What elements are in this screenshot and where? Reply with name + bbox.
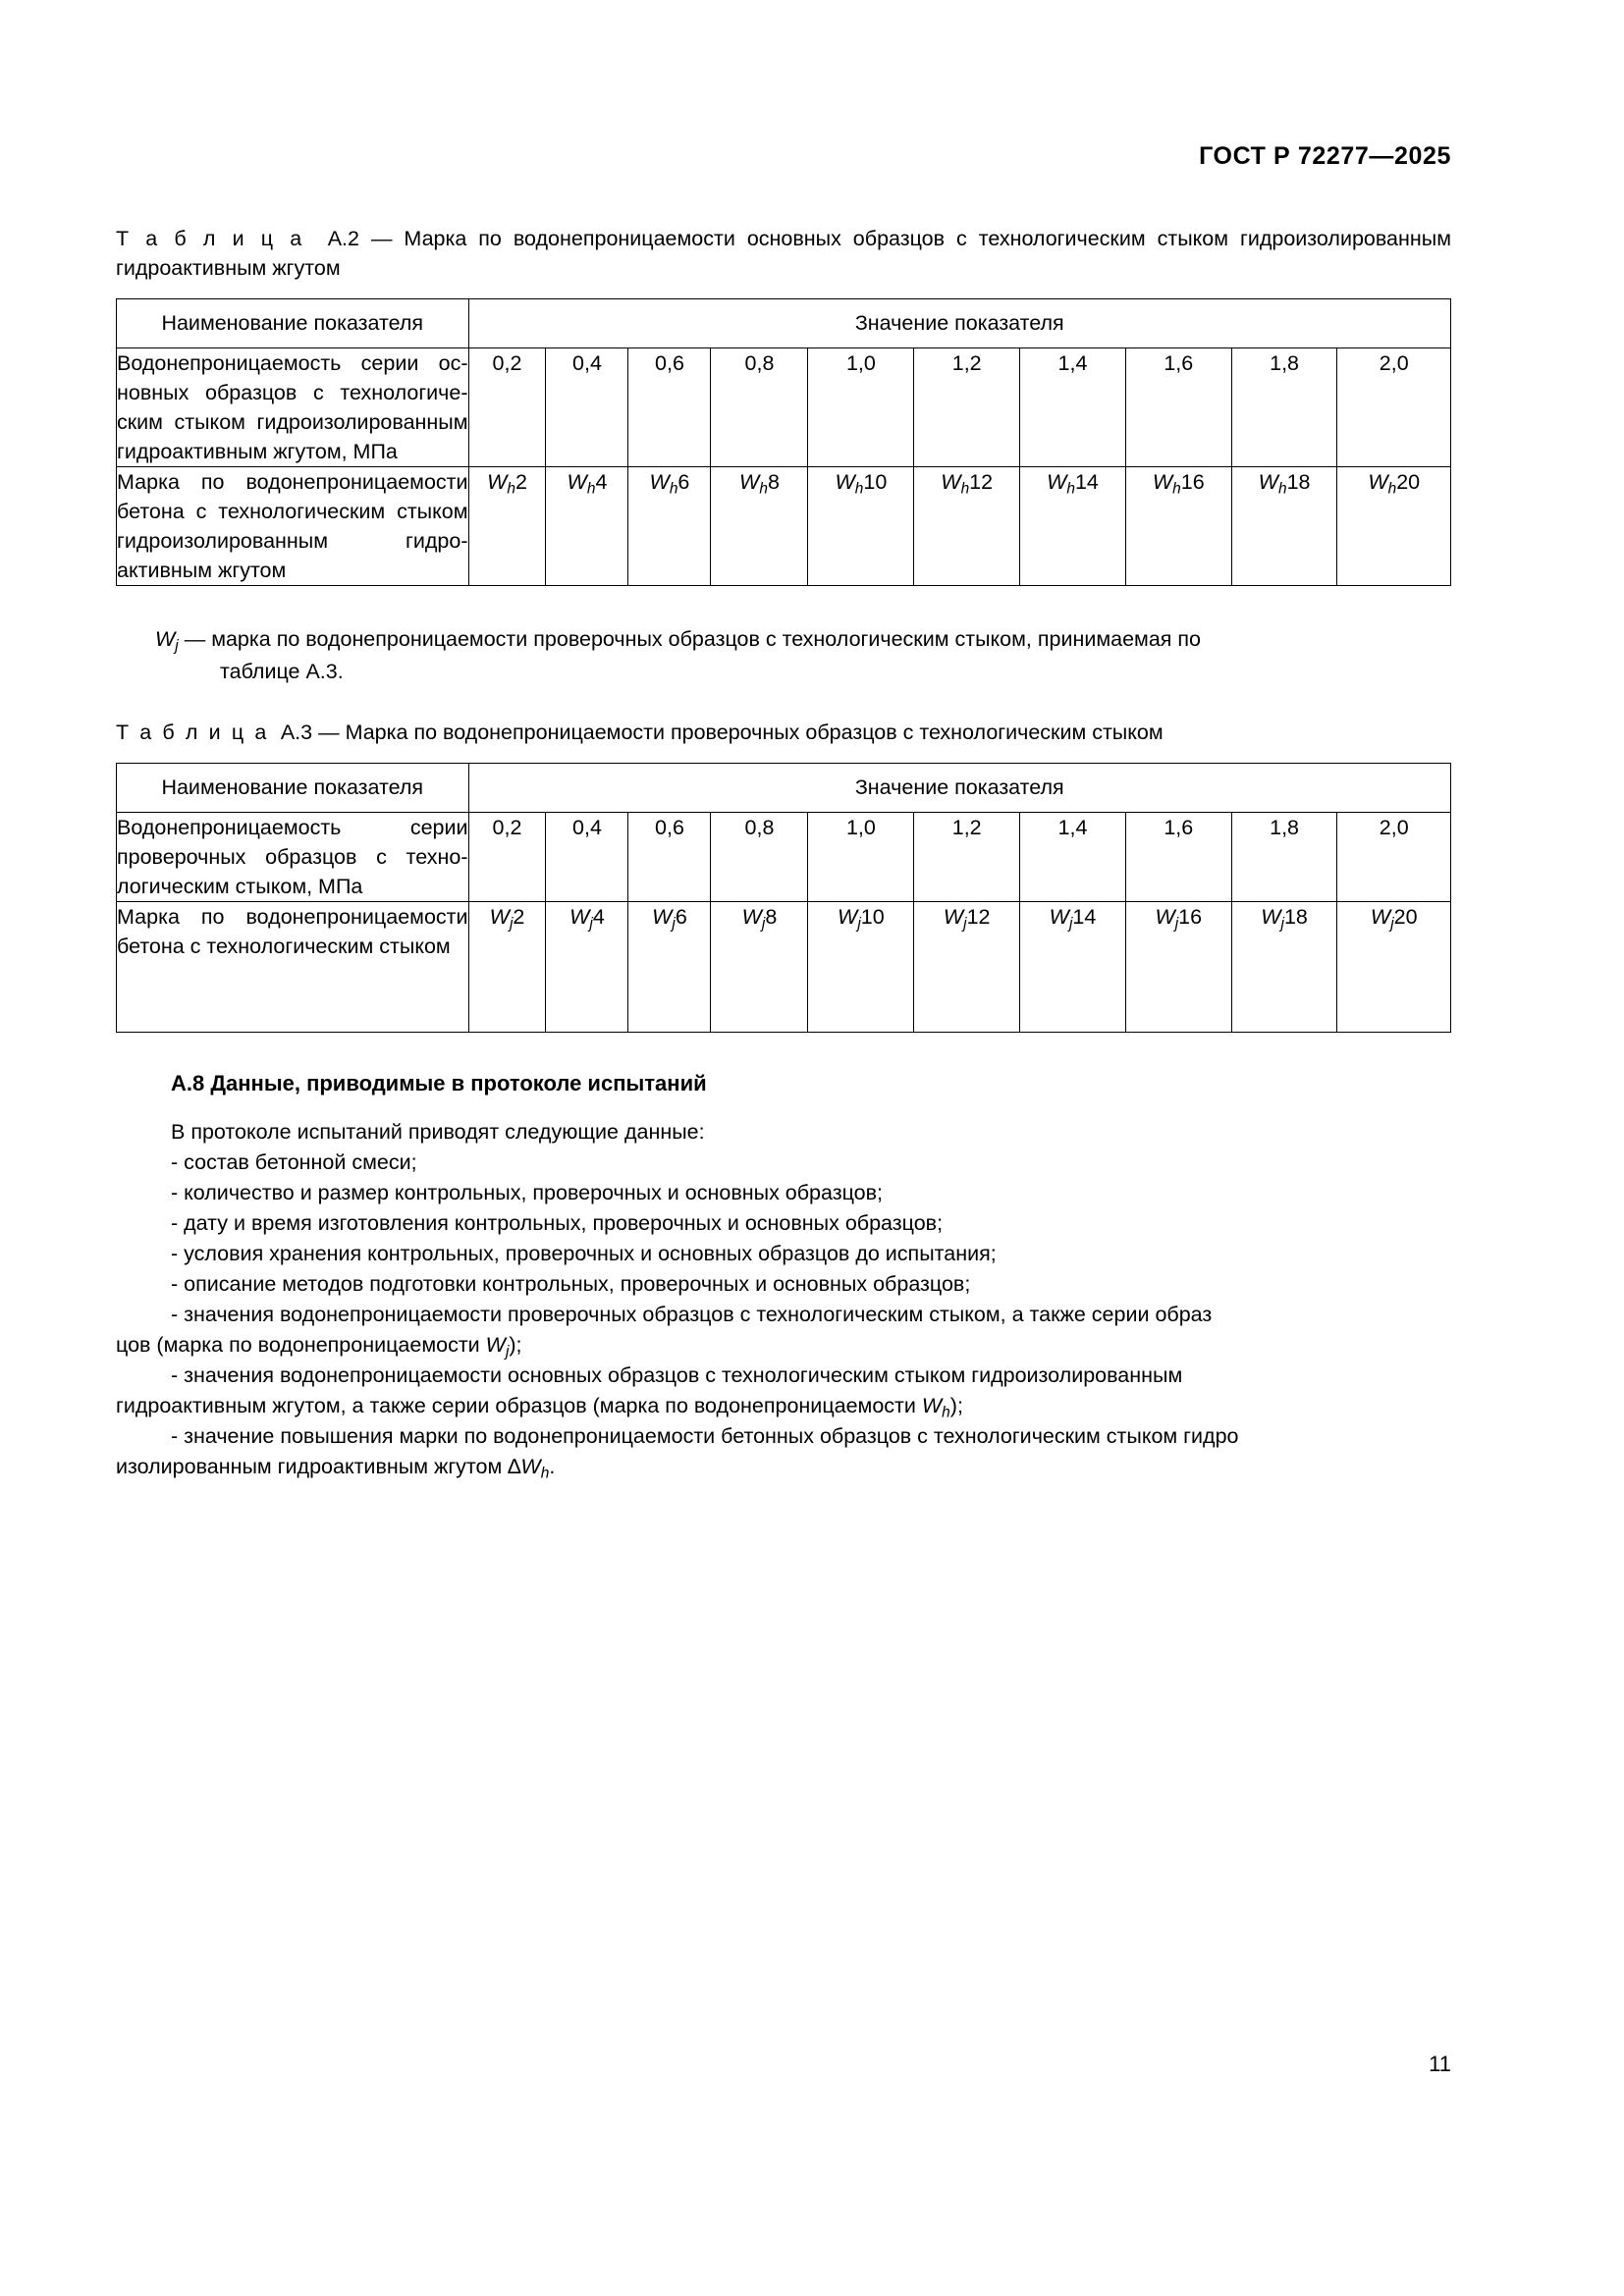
table-a3-row1-value: 1,4 <box>1020 813 1126 902</box>
table-a3-row2-label: Марка по водонепроницаемости бетона с технологическим стыком <box>117 902 469 1033</box>
table-a2-row1-value: 0,6 <box>628 348 711 467</box>
table-a3-row1-value: 1,0 <box>808 813 914 902</box>
list-item-wh-line2-post: ); <box>949 1394 963 1417</box>
definition-wj-symbol: $W_j$ <box>155 627 179 655</box>
table-a3-row1-label: Водонепроницаемость серии проверочных образцов с технологическим стыком, МПа <box>117 813 469 902</box>
table-a2-row2-value: $W_h4$ <box>546 467 628 586</box>
table-a2-row2-value: $W_h20$ <box>1337 467 1451 586</box>
table-a3-header-col1: Наименование показателя <box>117 764 469 813</box>
table-a3-row2-value: $W_j2$ <box>468 902 546 1033</box>
table-a2-caption-text: — Марка по водонепроницаемости основных образцов с технологическим стыком гидроизолированным гидроактивным жгутом <box>116 227 1451 280</box>
table-a2-row2-value: $W_h14$ <box>1020 467 1126 586</box>
running-head: ГОСТ Р 72277—2025 <box>1199 142 1451 170</box>
table-a2-row1-value: 1,0 <box>808 348 914 467</box>
list-item-delta-wh <box>116 1421 1451 1482</box>
table-a3-row2-value: $W_j16$ <box>1125 902 1231 1033</box>
delta-symbol: ∆ <box>508 1455 521 1478</box>
table-a3-row2-value: $W_j6$ <box>628 902 711 1033</box>
table-a3-row1-value: 2,0 <box>1337 813 1451 902</box>
table-a2-row1-value: 0,4 <box>546 348 628 467</box>
table-a3-row1-value: 1,8 <box>1231 813 1337 902</box>
table-a2-header-row <box>117 299 1451 348</box>
list-item: - условия хранения контрольных, проверочных и основных образцов до испытания; <box>171 1242 997 1265</box>
table-a2-row1-value: 1,2 <box>914 348 1020 467</box>
table-a3-caption <box>116 718 1451 747</box>
table-row <box>117 813 1451 902</box>
table-row <box>117 902 1451 1033</box>
table-a2-row2-value: $W_h2$ <box>468 467 546 586</box>
definition-wj <box>116 623 1451 688</box>
table-a3-caption-text: — Марка по водонепроницаемости проверочных образцов с технологическим стыком <box>318 721 1164 744</box>
table-a2-row1-value: 2,0 <box>1337 348 1451 467</box>
table-a2-row2-value: $W_h6$ <box>628 467 711 586</box>
table-a3-row2-value: $W_j20$ <box>1337 902 1451 1033</box>
table-a3-row1-value: 1,6 <box>1125 813 1231 902</box>
table-a2-row2-value: $W_h16$ <box>1125 467 1231 586</box>
page-number: 11 <box>1429 2052 1451 2076</box>
table-a3-row2-value: $W_j8$ <box>711 902 808 1033</box>
table-a2-caption <box>116 224 1451 283</box>
section-a8-intro: В протоколе испытаний приводят следующие данные: <box>171 1120 705 1144</box>
table-a2-row1-value: 0,8 <box>711 348 808 467</box>
list-item-wh-symbol: $W_h$ <box>921 1394 950 1421</box>
table-a2-row2-value: $W_h18$ <box>1231 467 1337 586</box>
table-a3-header-row <box>117 764 1451 813</box>
table-a2-row1-value: 0,2 <box>468 348 546 467</box>
list-item-wj-line2-pre: цов (марка по водонепроницаемости <box>116 1333 486 1357</box>
table-a2-caption-number: А.2 <box>327 227 359 250</box>
table-row <box>117 467 1451 586</box>
table-a2 <box>116 298 1451 586</box>
table-a3-row1-value: 1,2 <box>914 813 1020 902</box>
list-item-wj-line1: - значения водонепроницаемости проверочных образцов с технологическим стыком, а также серии образ <box>171 1303 1213 1326</box>
table-a2-row2-value: $W_h12$ <box>914 467 1020 586</box>
list-item-wj-line2-post: ); <box>509 1333 522 1357</box>
table-a2-row1-value: 1,4 <box>1020 348 1126 467</box>
table-a3-row1-value: 0,4 <box>546 813 628 902</box>
table-a3-row2-value: $W_j14$ <box>1020 902 1126 1033</box>
table-a2-row2-label: Марка по водонепроницаемости бетона с технологическим стыком гидроизолированным гидроактивным жгутом <box>117 467 469 586</box>
list-item-delta-line2-pre: изолированным гидроактивным жгутом <box>116 1455 509 1478</box>
table-a3-caption-label: Т а б л и ц а <box>116 721 269 744</box>
table-a2-row2-value: $W_h10$ <box>808 467 914 586</box>
table-a3 <box>116 763 1451 1033</box>
page-content <box>116 224 1451 1482</box>
list-item: - дату и время изготовления контрольных, проверочных и основных образцов; <box>171 1211 944 1235</box>
list-item: - описание методов подготовки контрольных, проверочных и основных образцов; <box>171 1272 971 1296</box>
table-a3-row1-value: 0,6 <box>628 813 711 902</box>
list-item-delta-line1: - значение повышения марки по водонепроницаемости бетонных образцов с технологическим стыком гидро <box>171 1424 1239 1448</box>
list-item-delta-symbol: $W_h$ <box>520 1455 550 1482</box>
definition-wj-text: — марка по водонепроницаемости проверочных образцов с технологическим стыком, принимаемая по <box>184 627 1201 651</box>
table-a2-caption-label: Т а б л и ц а <box>116 227 304 250</box>
list-item-delta-line2-post: . <box>549 1455 556 1478</box>
list-item-wh-line1: - значения водонепроницаемости основных образцов с технологическим стыком гидроизолированным <box>171 1363 1183 1387</box>
table-a3-caption-number: А.3 <box>280 721 313 744</box>
table-a3-header-col2: Значение показателя <box>468 764 1450 813</box>
section-a8-heading: А.8 Данные, приводимые в протоколе испытаний <box>171 1071 707 1095</box>
table-a2-row2-value: $W_h8$ <box>711 467 808 586</box>
table-a3-row1-value: 0,2 <box>468 813 546 902</box>
list-item-wj-symbol: $W_j$ <box>485 1333 510 1361</box>
list-item: - количество и размер контрольных, проверочных и основных образцов; <box>171 1181 884 1204</box>
definition-wj-continuation: таблице А.3. <box>220 660 344 683</box>
table-a3-row1-value: 0,8 <box>711 813 808 902</box>
list-item-wh <box>116 1361 1451 1421</box>
table-row <box>117 348 1451 467</box>
table-a2-row1-value: 1,6 <box>1125 348 1231 467</box>
list-item: - состав бетонной смеси; <box>171 1150 417 1174</box>
table-a3-row2-value: $W_j4$ <box>546 902 628 1033</box>
table-a3-row2-value: $W_j12$ <box>914 902 1020 1033</box>
list-item-wh-line2-pre: гидроактивным жгутом, а также серии образцов (марка по водонепроницаемости <box>116 1394 922 1417</box>
table-a3-row2-value: $W_j10$ <box>808 902 914 1033</box>
table-a2-row1-label: Водонепроницаемость серии основных образцов с технологическим стыком гидроизолированным гидроактивным жгутом, МПа <box>117 348 469 467</box>
table-a2-header-col2: Значение показателя <box>468 299 1450 348</box>
table-a2-header-col1: Наименование показателя <box>117 299 469 348</box>
table-a3-row2-value: $W_j18$ <box>1231 902 1337 1033</box>
table-a2-row1-value: 1,8 <box>1231 348 1337 467</box>
list-item-wj <box>116 1300 1451 1361</box>
